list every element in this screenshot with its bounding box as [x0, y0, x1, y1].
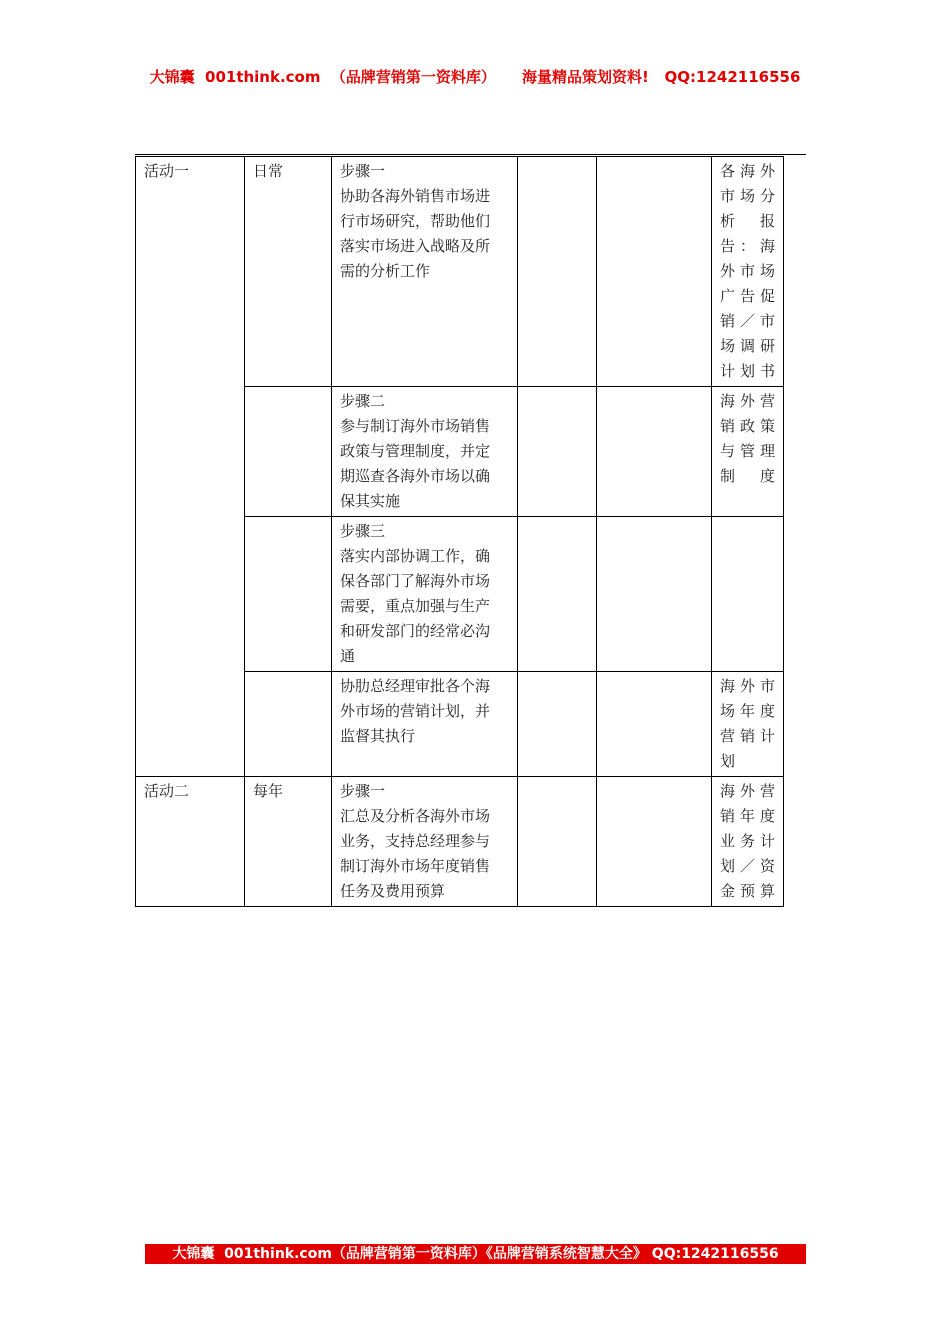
output-cell	[712, 672, 784, 777]
output-cell-line: 划／资	[720, 857, 775, 875]
spacer-cell	[784, 517, 807, 672]
steps-cell-line: 行市场研究，帮助他们	[340, 212, 491, 230]
output-cell-line: 场年度	[720, 702, 775, 720]
output-cell	[712, 387, 784, 517]
output-cell-line: 与管理	[720, 442, 775, 460]
output-cell-line: 海外营	[720, 782, 775, 800]
output-cell-line: 金预算	[720, 882, 775, 900]
output-cell-line: 销政策	[720, 417, 775, 435]
blank-cell	[518, 157, 597, 387]
steps-cell-line: 监督其执行	[340, 727, 416, 745]
frequency-cell	[245, 387, 332, 517]
output-cell-line: 划	[720, 752, 736, 770]
table-row	[136, 777, 807, 907]
output-cell-line: 销／市	[720, 312, 775, 330]
frequency-cell: 日常	[245, 157, 332, 387]
steps-cell-line: 协肋总经理审批各个海	[340, 677, 491, 695]
steps-cell-line: 步骤三	[340, 522, 386, 540]
frequency-cell	[245, 672, 332, 777]
steps-cell-line: 需的分析工作	[340, 262, 431, 280]
output-cell-line: 场调研	[720, 337, 775, 355]
steps-cell-line: 期巡查各海外市场以确	[340, 467, 491, 485]
steps-cell-line: 保其实施	[340, 492, 401, 510]
steps-cell	[332, 672, 518, 777]
blank-cell	[518, 387, 597, 517]
steps-cell-line: 外市场的营销计划，并	[340, 702, 491, 720]
page-footer: 大锦囊 001think.com（品牌营销第一资料库）《品牌营销系统智慧大全》 QQ:1242116556	[145, 1244, 806, 1264]
steps-cell-line: 参与制订海外市场销售	[340, 417, 491, 435]
steps-cell-line: 落实市场进入战略及所	[340, 237, 491, 255]
spacer-cell	[784, 777, 807, 907]
output-cell-line: 业务计	[720, 832, 775, 850]
output-cell	[712, 157, 784, 387]
output-cell-line: 营销计	[720, 727, 775, 745]
steps-cell-line: 政策与管理制度，并定	[340, 442, 491, 460]
header-rule	[135, 154, 806, 155]
table-row	[136, 157, 807, 387]
blank-cell	[597, 387, 712, 517]
frequency-cell: 每年	[245, 777, 332, 907]
output-cell-line: 计划书	[720, 362, 775, 380]
blank-cell	[518, 672, 597, 777]
blank-cell	[597, 777, 712, 907]
steps-cell	[332, 777, 518, 907]
steps-cell	[332, 157, 518, 387]
output-cell-line: 销年度	[720, 807, 775, 825]
output-cell-line: 海外营	[720, 392, 775, 410]
activity-cell: 活动二	[136, 777, 245, 907]
output-cell-line: 海外市	[720, 677, 775, 695]
steps-cell-line: 制订海外市场年度销售	[340, 857, 491, 875]
frequency-cell	[245, 517, 332, 672]
steps-cell-line: 步骤一	[340, 782, 386, 800]
output-cell-line: 广告促	[720, 287, 775, 305]
activity-cell: 活动一	[136, 157, 245, 777]
steps-cell-line: 和研发部门的经常必沟	[340, 622, 491, 640]
steps-cell	[332, 517, 518, 672]
output-cell	[712, 517, 784, 672]
steps-cell-line: 步骤一	[340, 162, 386, 180]
steps-cell-line: 任务及费用预算	[340, 882, 446, 900]
blank-cell	[518, 517, 597, 672]
output-cell-line: 析 报	[720, 212, 775, 230]
output-cell-line: 外市场	[720, 262, 775, 280]
steps-cell-line: 汇总及分析各海外市场	[340, 807, 491, 825]
blank-cell	[597, 517, 712, 672]
blank-cell	[518, 777, 597, 907]
output-cell-line: 制度	[720, 467, 775, 485]
steps-cell-line: 协助各海外销售市场进	[340, 187, 491, 205]
steps-cell-line: 保各部门了解海外市场	[340, 572, 491, 590]
steps-cell	[332, 387, 518, 517]
steps-cell-line: 通	[340, 647, 356, 665]
output-cell-line: 各海外	[720, 162, 775, 180]
page-header: 大锦囊 001think.com （品牌营销第一资料库） 海量精品策划资料! QQ:1242116556	[149, 68, 801, 86]
steps-cell-line: 落实内部协调工作，确	[340, 547, 491, 565]
spacer-cell	[784, 387, 807, 517]
spacer-cell	[784, 157, 807, 387]
steps-cell-line: 步骤二	[340, 392, 386, 410]
blank-cell	[597, 672, 712, 777]
steps-cell-line: 业务，支持总经理参与	[340, 832, 491, 850]
output-cell-line: 市场分	[720, 187, 775, 205]
blank-cell	[597, 157, 712, 387]
output-cell-line: 告：海	[720, 237, 775, 255]
steps-cell-line: 需要，重点加强与生产	[340, 597, 491, 615]
output-cell	[712, 777, 784, 907]
activity-table	[135, 156, 807, 907]
spacer-cell	[784, 672, 807, 777]
